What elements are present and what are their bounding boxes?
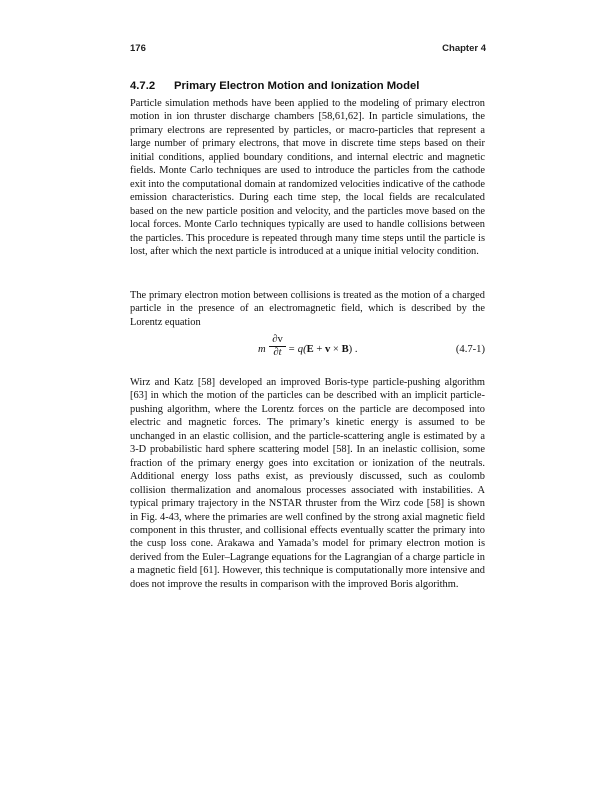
equation-electric-field: E — [306, 344, 314, 355]
equation-numerator: ∂v — [269, 334, 286, 347]
equation-magnetic-field: B — [341, 344, 349, 355]
equation-cross: × — [330, 344, 342, 355]
equation-mass: m — [258, 344, 266, 355]
lorentz-equation — [130, 330, 485, 366]
equation-rhs — [288, 344, 357, 355]
chapter-label: Chapter 4 — [442, 43, 486, 54]
section-title: Primary Electron Motion and Ionization Model — [174, 80, 420, 92]
equation-derivative — [269, 334, 286, 359]
equation-plus: + — [313, 344, 325, 355]
paragraph-lorentz-intro: The primary electron motion between collisions is treated as the motion of a charged particle in the presence of an electromagnetic field, which is described by the Lorentz equation — [130, 290, 485, 328]
section-number: 4.7.2 — [130, 80, 156, 92]
equation-denominator: ∂t — [273, 347, 282, 358]
section-heading — [130, 80, 490, 92]
equation-number: (4.7-1) — [455, 344, 485, 355]
paragraph-boris-algorithm: Wirz and Katz [58] developed an improved Boris-type particle-pushing algorithm [63] in which the motion of the particles can be described with an implicit particle-pushing algorithm, where the Lorentz forces on the particle are decomposed into electric and magnetic forces. The primary’s kinetic energy is assumed to be unchanged in an elastic collision, and the particle-scattering angle is estimated by a 3-D probabilistic hard sphere scattering model [58]. In an inelastic collision, some fraction of the primary energy goes into excitation or ionization of the neutrals. Additional energy loss paths exist, as previously discussed, such as coulomb collision thermalization and anomalous processes associated with instabilities. A typical primary trajectory in the NSTAR thruster from the Wirz code [58] is shown in Fig. 4-43, where the primaries are well confined by the strong axial magnetic field component in this thruster, and collisional effects eventually scatter the primary into the cusp loss cone. Arakawa and Yamada’s model for primary electron motion is derived from the Euler–Lagrange equations for the Lagrangian of a charge particle in a magnetic field [61]. However, this technique is computationally more intensive and does not improve the results in comparison with the improved Boris algorithm. — [130, 377, 485, 590]
paragraph-particle-simulation: Particle simulation methods have been applied to the modeling of primary electron motion in ion thruster discharge chambers [58,61,62]. In particle simulations, the primary electrons are represented by particles, or macro-particles that represent a large number of primary electrons, that move in discrete time steps based on their initial conditions, applied boundary conditions, and internal electric and magnetic fields. Monte Carlo techniques are used to introduce the particles from the cathode exit into the computational domain at randomized velocities indicative of the cathode emission characteristics. During each time step, the local fields are recalculated based on the new particle position and velocity, and the particles move based on the local forces. Monte Carlo techniques typically are used to handle collisions between the particles. This procedure is repeated through many time steps until the particle is lost, after which the next particle is introduced at a unique initial velocity condition. — [130, 98, 485, 257]
equation-close: ) . — [348, 344, 358, 355]
page-number: 176 — [130, 43, 146, 54]
equation-charge: = q( — [288, 344, 307, 355]
running-header — [130, 43, 486, 57]
equation-velocity: v — [324, 344, 331, 355]
